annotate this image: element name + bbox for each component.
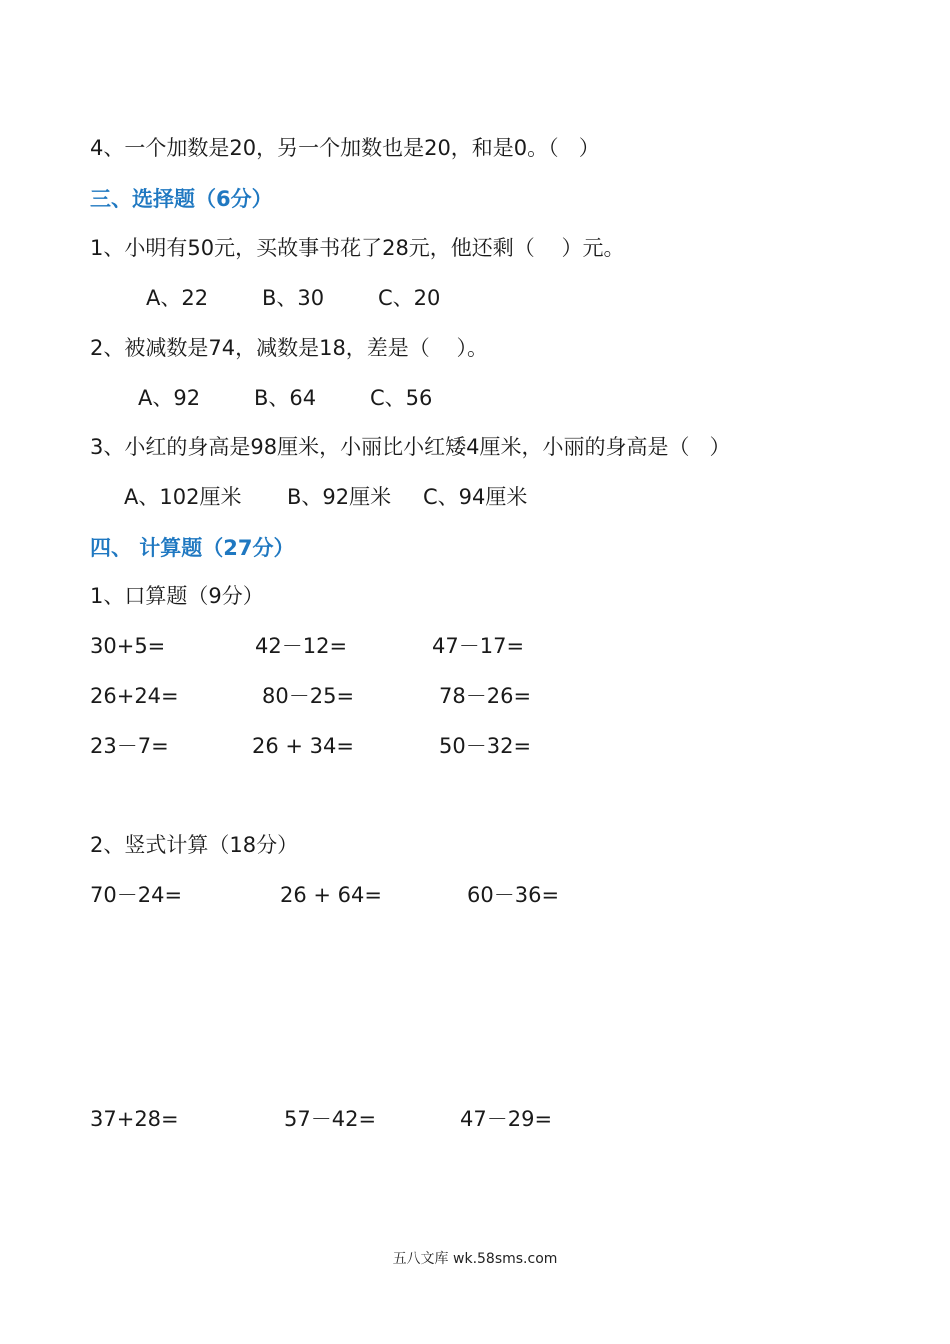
- section-3-title: 三、选择题（6分）: [90, 187, 273, 211]
- vertical-r2-c2: 57－42=: [284, 1107, 377, 1131]
- choice-question-1: 1、小明有50元，买故事书花了28元，他还剩（ ）元。: [90, 236, 625, 260]
- oral-r3-c2: 26 + 34=: [252, 734, 354, 758]
- oral-r3-c3: 50－32=: [439, 734, 532, 758]
- q3-option-b: B、92厘米: [287, 485, 392, 509]
- judge-item-4: 4、一个加数是20，另一个加数也是20，和是0。（ ）: [90, 136, 600, 160]
- oral-r1-c1: 30+5=: [90, 634, 166, 658]
- oral-r1-c3: 47－17=: [432, 634, 525, 658]
- oral-r2-c1: 26+24=: [90, 684, 179, 708]
- vertical-r2-c3: 47－29=: [460, 1107, 553, 1131]
- q2-option-c: C、56: [370, 386, 433, 410]
- footer-watermark: 五八文库 wk.58sms.com: [392, 1251, 558, 1267]
- q3-option-c: C、94厘米: [423, 485, 528, 509]
- q3-option-a: A、102厘米: [124, 485, 242, 509]
- vertical-r1-c2: 26 + 64=: [280, 883, 382, 907]
- q1-option-c: C、20: [378, 286, 441, 310]
- q2-option-a: A、92: [138, 386, 201, 410]
- part1-title: 1、口算题（9分）: [90, 584, 264, 608]
- choice-question-3: 3、小红的身高是98厘米，小丽比小红矮4厘米，小丽的身高是（ ）: [90, 435, 731, 459]
- vertical-r1-c3: 60－36=: [467, 883, 560, 907]
- oral-r1-c2: 42－12=: [255, 634, 348, 658]
- part2-title: 2、竖式计算（18分）: [90, 833, 299, 857]
- q1-option-a: A、22: [146, 286, 209, 310]
- q2-option-b: B、64: [254, 386, 317, 410]
- choice-question-2: 2、被减数是74，减数是18，差是（ ）。: [90, 336, 489, 360]
- vertical-r2-c1: 37+28=: [90, 1107, 179, 1131]
- oral-r2-c3: 78－26=: [439, 684, 532, 708]
- section-4-title: 四、 计算题（27分）: [90, 536, 295, 560]
- oral-r2-c2: 80－25=: [262, 684, 355, 708]
- q1-option-b: B、30: [262, 286, 325, 310]
- vertical-r1-c1: 70－24=: [90, 883, 183, 907]
- oral-r3-c1: 23－7=: [90, 734, 169, 758]
